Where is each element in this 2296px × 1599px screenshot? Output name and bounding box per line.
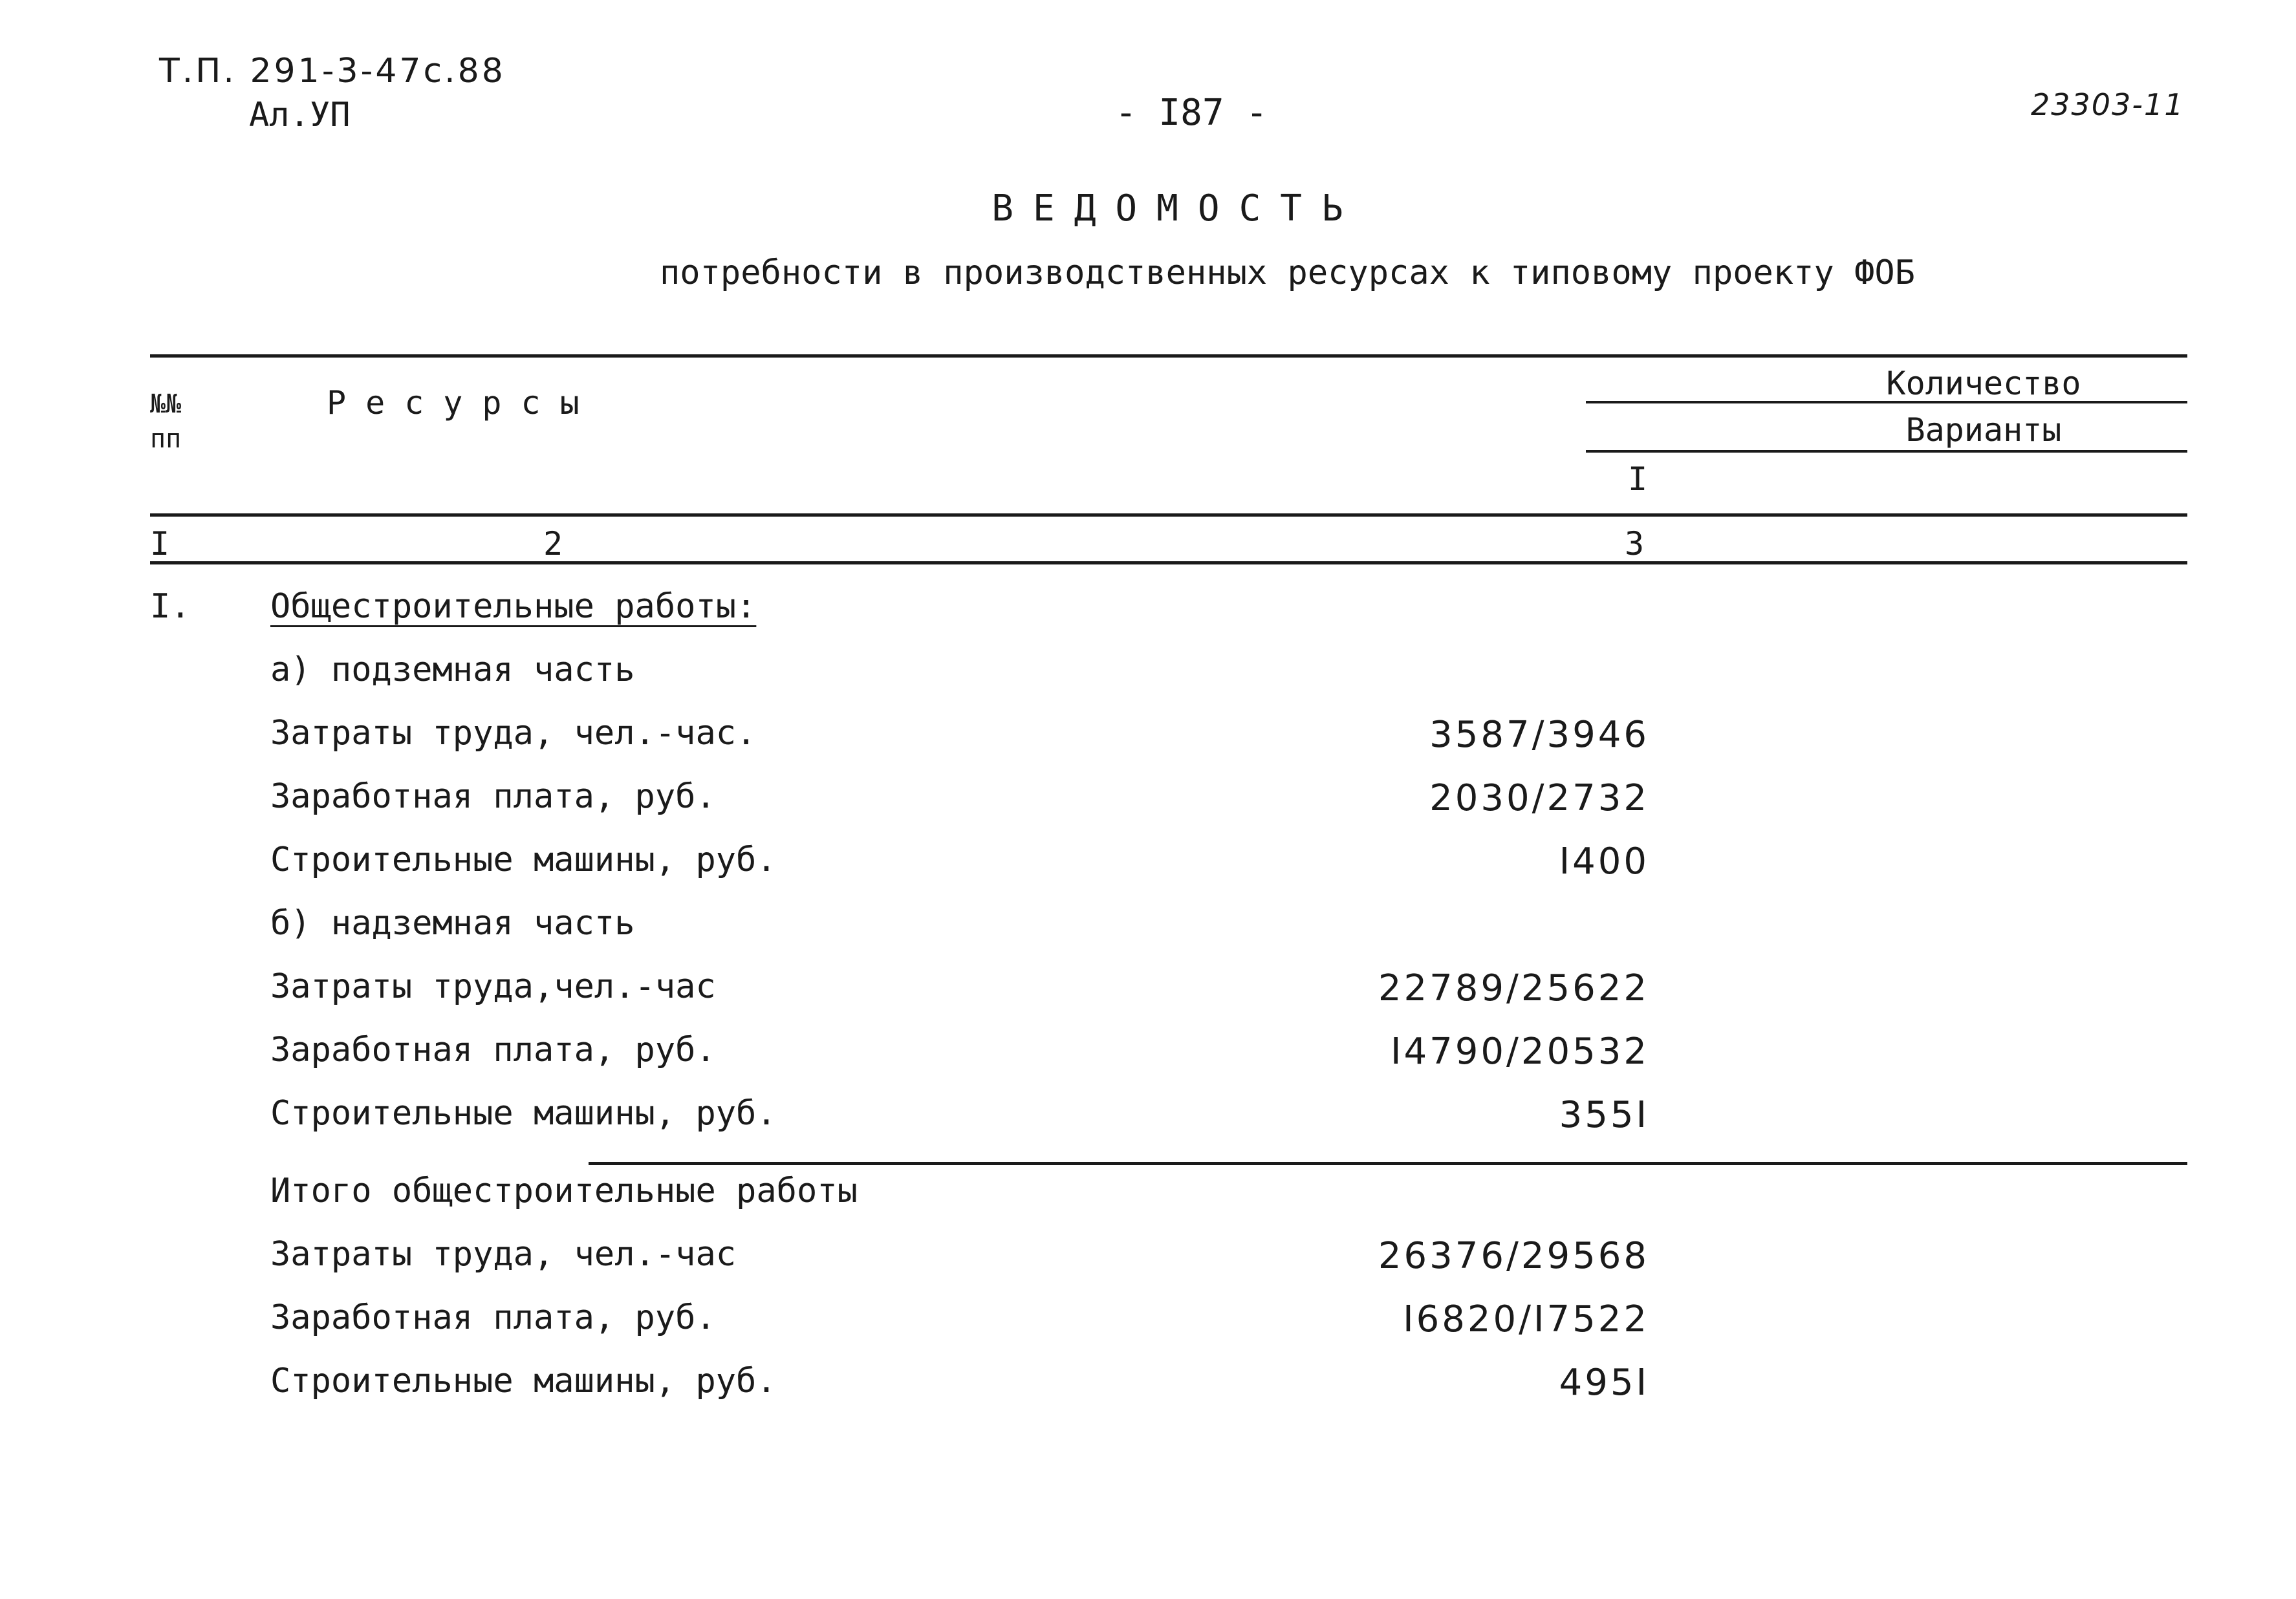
row-label: Заработная плата, руб. [270, 777, 716, 816]
table-top-rule [150, 354, 2187, 358]
total-heading-row [0, 1172, 2296, 1223]
row-label: Затраты труда, чел.-час. [270, 714, 757, 753]
table-row [0, 904, 2296, 956]
row-value: I6820/I7522 [1403, 1298, 1649, 1340]
table-row [0, 714, 2296, 766]
album-label: Ал.УП [249, 96, 351, 134]
row-value: I4790/20532 [1390, 1031, 1649, 1073]
table-row [0, 967, 2296, 1019]
row-value: I400 [1559, 841, 1649, 883]
row-value: 22789/25622 [1378, 967, 1649, 1009]
table-row [0, 1235, 2296, 1287]
row-label: Строительные машины, руб. [270, 841, 777, 879]
section-index: I. [150, 587, 191, 626]
row-label: Затраты труда, чел.-час [270, 1235, 737, 1274]
subtotal-rule [589, 1162, 2187, 1165]
document-subtitle: потребности в производственных ресурсах к типовому проекту ФОБ [660, 253, 1916, 292]
column-header-resources: Ресурсы [327, 384, 599, 422]
table-row [0, 1031, 2296, 1082]
column-numbers-rule [150, 561, 2187, 564]
row-label: Строительные машины, руб. [270, 1094, 777, 1133]
table-row [0, 1298, 2296, 1350]
page-number: - I87 - [1115, 92, 1268, 134]
table-row [0, 1362, 2296, 1413]
variants-rule [1586, 450, 2187, 453]
section-heading-row [0, 587, 2296, 639]
row-label: б) надземная часть [270, 904, 635, 943]
document-title: ВЕДОМОСТЬ [991, 188, 1363, 230]
row-value: 3587/3946 [1429, 714, 1649, 756]
table-row [0, 1094, 2296, 1146]
column-number-1: I [150, 525, 170, 563]
table-row [0, 777, 2296, 829]
total-title: Итого общестроительные работы [270, 1172, 858, 1210]
row-label: Строительные машины, руб. [270, 1362, 777, 1400]
table-row [0, 841, 2296, 892]
row-label: Заработная плата, руб. [270, 1031, 716, 1069]
column-number-3: 3 [1625, 525, 1645, 563]
header-bottom-rule [150, 513, 2187, 517]
row-value: 355I [1559, 1094, 1649, 1136]
row-label: Заработная плата, руб. [270, 1298, 716, 1337]
inventory-number: 23303-11 [2031, 87, 2185, 122]
table-row [0, 650, 2296, 702]
row-label: а) подземная часть [270, 650, 635, 689]
column-header-number: №№ пп [150, 389, 182, 454]
column-header-quantity: Количество [1886, 365, 2081, 402]
document-code: Т.П. 291-3-47с.88 [159, 52, 506, 91]
column-header-variants: Варианты [1905, 411, 2062, 449]
row-value: 26376/29568 [1378, 1235, 1649, 1277]
section-title: Общестроительные работы: [270, 587, 757, 626]
row-label: Затраты труда,чел.-час [270, 967, 716, 1006]
row-value: 2030/2732 [1429, 777, 1649, 819]
column-header-variant-1: I [1627, 460, 1648, 498]
column-number-2: 2 [543, 525, 563, 563]
row-value: 495I [1559, 1362, 1649, 1404]
